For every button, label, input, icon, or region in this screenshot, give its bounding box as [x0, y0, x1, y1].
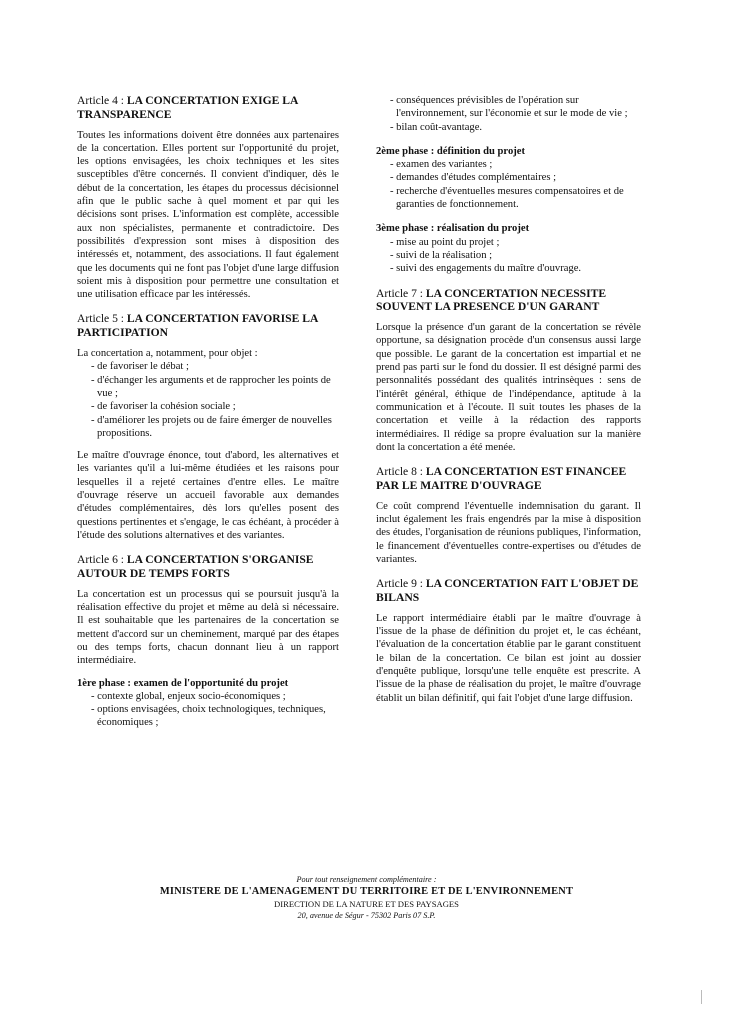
article-8-body: Ce coût comprend l'éventuelle indemnisation du garant. Il inclut également les frais engendrés par la mise à disposition des études, l'organisation de réunions publiques, l'information, le financement d'éventuelles contre-expertises ou d'études de variantes.	[376, 500, 641, 565]
article-7-label: Article 7 :	[376, 286, 426, 300]
article-8-label: Article 8 :	[376, 465, 426, 479]
article-5-body: Le maître d'ouvrage énonce, tout d'abord, les alternatives et les variantes qu'il a lui-même étudiées et les raisons pour lesquelles il a rejeté certaines d'entre elles. Le maître d'ouvrage réserve un accueil favorable aux demandes d'études complémentaires, dès lors qu'elles posent des questions pertinentes et s'engage, le cas échéant, à procéder à l'étude des solutions alternatives et des variantes.	[77, 450, 339, 541]
article-5-heading	[77, 312, 339, 340]
list-item: - conséquences prévisibles de l'opération sur l'environnement, sur l'économie et sur le mode de vie ;	[390, 95, 628, 120]
list-item: - d'échanger les arguments et de rapprocher les points de vue ;	[91, 374, 331, 399]
phase-2-list	[376, 158, 641, 211]
article-5-list	[77, 360, 339, 440]
phase-1-list	[77, 690, 339, 730]
list-item: - demandes d'études complémentaires ;	[390, 172, 557, 184]
article-5-label: Article 5 :	[77, 312, 127, 326]
article-9-body: Le rapport intermédiaire établi par le maître d'ouvrage à l'issue de la phase de définition du projet et, le cas échéant, l'évaluation de la concertation établie par le garant constituent le bilan de la concertation. Ce bilan est joint au dossier d'enquête publique, lorsqu'une telle enquête est prescrite. A l'issue de la phase de réalisation du projet, le maître d'ouvrage établit un bilan définitif, qui fait l'objet d'une large diffusion.	[376, 612, 641, 704]
footer-ministry: MINISTERE DE L'AMENAGEMENT DU TERRITOIRE ET DE L'ENVIRONNEMENT	[159, 886, 574, 897]
phase-3-list	[376, 236, 641, 276]
right-column	[376, 94, 641, 705]
list-item: - suivi des engagements du maître d'ouvrage.	[390, 263, 582, 275]
phase-2-heading: 2ème phase : définition du projet	[376, 145, 526, 157]
list-item: - examen des variantes ;	[390, 159, 493, 171]
scan-edge-mark	[701, 990, 702, 1004]
article-4-title: LA CONCERTATION EXIGE LA TRANSPARENCE	[77, 94, 298, 121]
list-item: - suivi de la réalisation ;	[390, 249, 493, 261]
phase-1-heading: 1ère phase : examen de l'opportunité du projet	[77, 677, 289, 689]
article-7-heading	[376, 287, 641, 315]
article-4-label: Article 4 :	[77, 94, 127, 107]
list-item: - mise au point du projet ;	[390, 236, 500, 248]
footer-direction: DIRECTION DE LA NATURE ET DES PAYSAGES	[274, 899, 459, 909]
footer	[0, 874, 733, 921]
article-6-title: LA CONCERTATION S'ORGANISE AUTOUR DE TEMPS FORTS	[77, 553, 314, 580]
article-6-heading	[77, 553, 339, 581]
article-6-label: Article 6 :	[77, 553, 127, 567]
list-item: - recherche d'éventuelles mesures compensatoires et de garanties de fonctionnement.	[390, 185, 624, 211]
article-8-title: LA CONCERTATION EST FINANCEE PAR LE MAITRE D'OUVRAGE	[376, 465, 627, 492]
article-7-title: LA CONCERTATION NECESSITE SOUVENT LA PRESENCE D'UN GARANT	[376, 286, 607, 314]
article-9-heading	[376, 577, 641, 605]
phase-3-heading: 3ème phase : réalisation du projet	[376, 223, 530, 235]
article-8-heading	[376, 465, 641, 493]
list-item: - de favoriser le débat ;	[91, 361, 189, 373]
article-4-body: Toutes les informations doivent être données aux partenaires de la concertation. Elles portent sur l'opportunité du projet, les options envisagées, les choix techniques et les sites susceptibles d'être concernés. Il convient d'indiquer, dès le début de la concertation, les étapes du processus décisionnel afin que le public sache à quel moment et par qui les décisions sont prises. L'information est complète, accessible aux non spécialistes, permanente et contradictoire. Des possibilités d'expression sont mises à disposition des intéressés et, notamment, des associations. Il faut également que les documents qui ne font pas l'objet d'une large diffusion soient mis à disposition pour permettre une consultation et une utilisation efficace par les intéressés.	[77, 129, 339, 301]
list-item: - options envisagées, choix technologiques, techniques, économiques ;	[91, 704, 326, 729]
article-9-label: Article 9 :	[376, 577, 426, 591]
list-item: - d'améliorer les projets ou de faire émerger de nouvelles propositions.	[91, 414, 332, 439]
left-column	[77, 94, 339, 730]
footer-address: 20, avenue de Ségur - 75302 Paris 07 S.P.	[297, 911, 436, 920]
list-item: - contexte global, enjeux socio-économiques ;	[91, 690, 286, 702]
article-7-body: Lorsque la présence d'un garant de la concertation se révèle opportune, sa désignation procède d'un consensus aussi large que possible. Le garant de la concertation est impartial et ne prend pas parti sur le fond du dossier. Il est désigné parmi des personnalités possédant des qualités intrinsèques : sens de l'intérêt général, éthique de l'indépendance, aptitude à la communication et à l'écoute. Il suit toutes les phases de la concertation et veille à la rédaction des rapports intermédiaires. Il rédige sa propre évaluation sur la manière dont la concertation a été menée.	[376, 322, 641, 453]
article-5-title: LA CONCERTATION FAVORISE LA PARTICIPATION	[77, 312, 318, 340]
article-5-intro: La concertation a, notamment, pour objet :	[77, 348, 258, 360]
footer-contact-note: Pour tout renseignement complémentaire :	[296, 875, 437, 884]
phase-1-list-continued	[376, 94, 641, 134]
article-4-heading	[77, 94, 339, 122]
list-item: - bilan coût-avantage.	[390, 121, 483, 133]
list-item: - de favoriser la cohésion sociale ;	[91, 401, 236, 413]
article-6-body: La concertation est un processus qui se poursuit jusqu'à la réalisation effective du projet et même au delà si nécessaire. Il est souhaitable que les partenaires de la concertation se mettent d'accord sur un cheminement, marqué par des étapes ou des temps forts, chacun donnant lieu à un rapport intermédiaire.	[77, 588, 339, 667]
article-9-title: LA CONCERTATION FAIT L'OBJET DE BILANS	[376, 577, 639, 604]
